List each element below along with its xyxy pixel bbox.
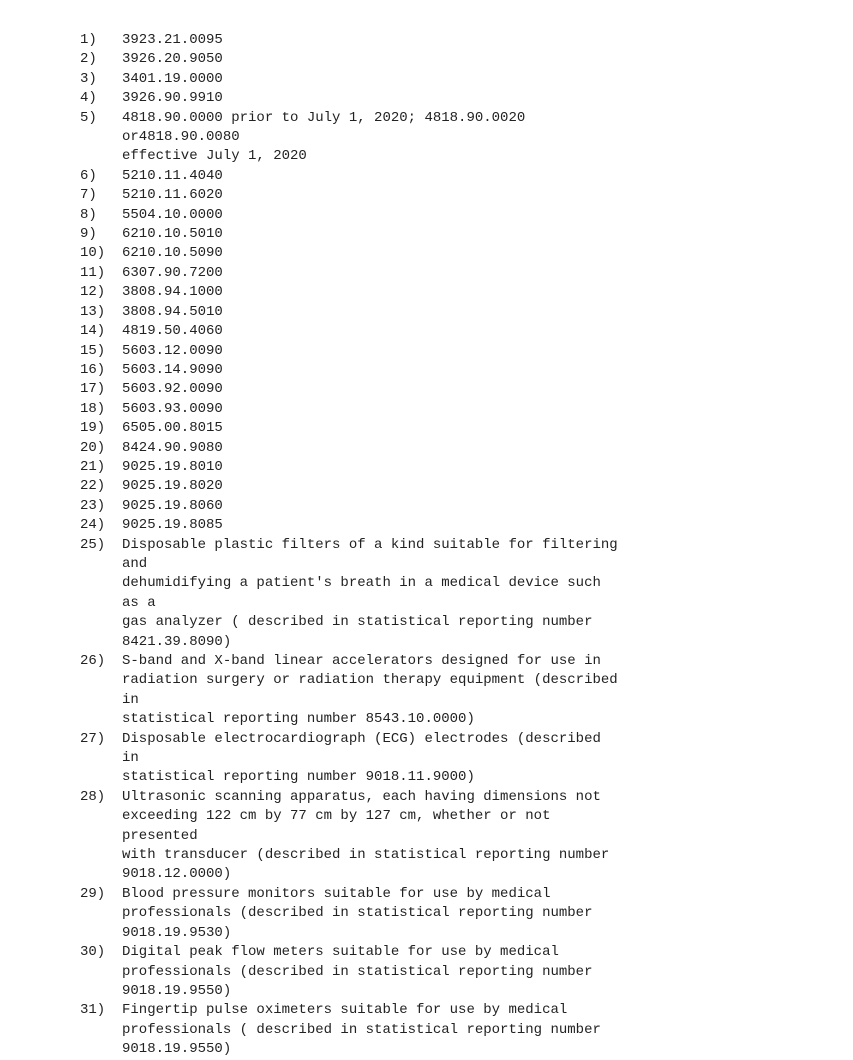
list-item [0, 497, 853, 516]
list-item [0, 264, 853, 283]
list-item-line: Digital peak flow meters suitable for use by medical [122, 944, 559, 961]
list-item-number: 5) [80, 109, 97, 126]
list-item-text [122, 497, 622, 516]
list-item [0, 206, 853, 225]
list-item-line: 9025.19.8010 [122, 458, 223, 475]
numbered-list [0, 31, 853, 1060]
list-item-number: 10) [80, 245, 106, 262]
list-item-number: 21) [80, 458, 106, 475]
list-item-line: exceeding 122 cm by 77 cm by 127 cm, whether or not presented [122, 808, 551, 844]
list-item-number: 22) [80, 478, 106, 495]
list-item-line: 9025.19.8085 [122, 517, 223, 534]
list-item-number: 23) [80, 497, 106, 514]
list-item-line: Ultrasonic scanning apparatus, each having dimensions not [122, 788, 601, 805]
list-item-text [122, 89, 622, 108]
list-item-text [122, 264, 622, 283]
list-item-number: 28) [80, 788, 106, 805]
list-item [0, 303, 853, 322]
list-item-line: 6210.10.5010 [122, 226, 223, 243]
list-item-number: 14) [80, 323, 106, 340]
list-item-text [122, 380, 622, 399]
list-item-line: radiation surgery or radiation therapy equipment (described in [122, 672, 618, 708]
list-item [0, 89, 853, 108]
list-item [0, 439, 853, 458]
list-item-text [122, 943, 622, 1001]
list-item-text [122, 342, 622, 361]
list-item [0, 1001, 853, 1059]
list-item-line: professionals (described in statistical reporting number [122, 905, 593, 922]
list-item-line: statistical reporting number 8543.10.0000) [122, 711, 475, 728]
list-item [0, 458, 853, 477]
list-item [0, 70, 853, 89]
list-item-line: 3926.90.9910 [122, 90, 223, 107]
list-item-number: 29) [80, 885, 106, 902]
list-item-line: Fingertip pulse oximeters suitable for use by medical [122, 1002, 568, 1019]
list-item-number: 13) [80, 303, 106, 320]
list-item-line: 6210.10.5090 [122, 245, 223, 262]
list-item-line: 9018.19.9530) [122, 924, 232, 941]
list-item-line: effective July 1, 2020 [122, 148, 307, 165]
list-item-number: 6) [80, 167, 97, 184]
document-page [0, 31, 853, 1060]
list-item-line: 3808.94.5010 [122, 303, 223, 320]
list-item-line: 5504.10.0000 [122, 206, 223, 223]
list-item-line: S-band and X-band linear accelerators designed for use in [122, 653, 601, 669]
list-item-number: 19) [80, 420, 106, 437]
list-item-text [122, 536, 622, 652]
list-item-number: 1) [80, 32, 97, 48]
list-item-number: 26) [80, 653, 106, 669]
list-item-text [122, 788, 622, 885]
list-item-text [122, 31, 622, 50]
list-item [0, 342, 853, 361]
list-item-line: 5603.92.0090 [122, 381, 223, 398]
list-item-line: Disposable electrocardiograph (ECG) electrodes (described in [122, 730, 601, 767]
list-item [0, 788, 853, 885]
list-item [0, 225, 853, 244]
list-item-text [122, 730, 622, 788]
list-item [0, 652, 853, 730]
list-item-text [122, 885, 622, 943]
list-item [0, 400, 853, 419]
list-item-text [122, 458, 622, 477]
list-item-line: professionals ( described in statistical reporting number [122, 1021, 601, 1038]
list-item-text [122, 477, 622, 496]
list-item-line: 9018.19.9550) [122, 1041, 232, 1058]
list-item-text [122, 322, 622, 341]
list-item [0, 885, 853, 943]
list-item-line: 3923.21.0095 [122, 32, 223, 48]
list-item-number: 24) [80, 517, 106, 534]
list-item-text [122, 516, 622, 535]
list-item-text [122, 303, 622, 322]
list-item-text [122, 109, 622, 167]
list-item-line: 3926.20.9050 [122, 51, 223, 68]
list-item-line: 3808.94.1000 [122, 284, 223, 301]
list-item [0, 322, 853, 341]
list-item-line: 9025.19.8020 [122, 478, 223, 495]
list-item-line: 9025.19.8060 [122, 497, 223, 514]
list-item [0, 186, 853, 205]
list-item-line: statistical reporting number 9018.11.9000) [122, 769, 475, 786]
list-item [0, 109, 853, 167]
list-item-line: 9018.19.9550) [122, 982, 232, 999]
list-item-line: 6307.90.7200 [122, 264, 223, 281]
list-item-line: Disposable plastic filters of a kind suitable for filtering and [122, 536, 618, 572]
list-item-text [122, 283, 622, 302]
list-item [0, 167, 853, 186]
list-item-line: 5603.93.0090 [122, 400, 223, 417]
list-item [0, 516, 853, 535]
list-item-text [122, 70, 622, 89]
list-item-line: 4818.90.0000 prior to July 1, 2020; 4818.90.0020 or4818.90.0080 [122, 109, 526, 146]
list-item-number: 20) [80, 439, 106, 456]
list-item [0, 361, 853, 380]
list-item-text [122, 50, 622, 69]
list-item [0, 283, 853, 302]
list-item-line: dehumidifying a patient's breath in a medical device such as a [122, 575, 601, 611]
list-item-text [122, 206, 622, 225]
list-item-text [122, 439, 622, 458]
list-item-line: with transducer (described in statistical reporting number [122, 847, 610, 864]
list-item-number: 2) [80, 51, 97, 68]
list-item [0, 244, 853, 263]
list-item-line: 8424.90.9080 [122, 439, 223, 456]
list-item [0, 380, 853, 399]
list-item-line: Blood pressure monitors suitable for use by medical [122, 885, 551, 902]
list-item-number: 30) [80, 944, 106, 961]
list-item-line: 5210.11.4040 [122, 167, 223, 184]
list-item-number: 11) [80, 264, 106, 281]
list-item-number: 16) [80, 361, 106, 378]
list-item-text [122, 225, 622, 244]
list-item-line: 5210.11.6020 [122, 187, 223, 204]
list-item-line: 9018.12.0000) [122, 866, 232, 883]
list-item [0, 31, 853, 50]
list-item-line: 8421.39.8090) [122, 633, 232, 650]
list-item-number: 27) [80, 730, 106, 747]
list-item-number: 12) [80, 284, 106, 301]
list-item-line: 5603.14.9090 [122, 361, 223, 378]
list-item-line: 3401.19.0000 [122, 70, 223, 87]
list-item [0, 477, 853, 496]
list-item-number: 18) [80, 400, 106, 417]
list-item-number: 25) [80, 536, 106, 553]
list-item-line: 6505.00.8015 [122, 420, 223, 437]
list-item-number: 9) [80, 226, 97, 243]
list-item-text [122, 186, 622, 205]
list-item [0, 419, 853, 438]
list-item-text [122, 1001, 622, 1059]
list-item-text [122, 400, 622, 419]
list-item-text [122, 244, 622, 263]
list-item-text [122, 361, 622, 380]
list-item-line: 4819.50.4060 [122, 323, 223, 340]
list-item-text [122, 652, 622, 730]
list-item-number: 8) [80, 206, 97, 223]
list-item [0, 50, 853, 69]
list-item-line: gas analyzer ( described in statistical reporting number [122, 614, 593, 631]
list-item-number: 31) [80, 1002, 106, 1019]
list-item-line: 5603.12.0090 [122, 342, 223, 359]
list-item [0, 943, 853, 1001]
list-item-number: 4) [80, 90, 97, 107]
list-item-number: 7) [80, 187, 97, 204]
list-item-number: 17) [80, 381, 106, 398]
list-item-number: 3) [80, 70, 97, 87]
list-item-text [122, 167, 622, 186]
list-item-text [122, 419, 622, 438]
list-item [0, 536, 853, 652]
list-item-line: professionals (described in statistical reporting number [122, 963, 593, 980]
list-item-number: 15) [80, 342, 106, 359]
list-item [0, 730, 853, 788]
